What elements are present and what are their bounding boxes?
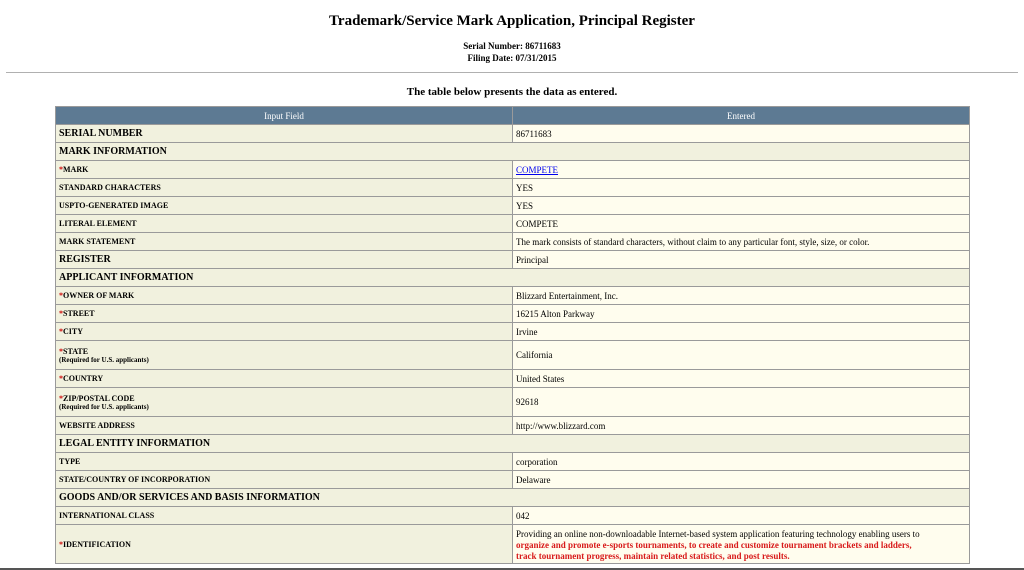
section-row [56, 143, 970, 161]
column-header-entered: Entered [513, 107, 970, 125]
identification-value [513, 525, 970, 564]
table-row [56, 341, 970, 370]
table-row [56, 251, 970, 269]
city-value: Irvine [513, 323, 970, 341]
city-label-text: CITY [63, 327, 84, 336]
table-row [56, 507, 970, 525]
country-label [56, 370, 513, 388]
section-row [56, 435, 970, 453]
owner-label-text: OWNER OF MARK [63, 291, 135, 300]
column-header-input-field: Input Field [56, 107, 513, 125]
mark-statement-label: MARK STATEMENT [56, 233, 513, 251]
street-value: 16215 Alton Parkway [513, 305, 970, 323]
international-class-value: 042 [513, 507, 970, 525]
uspto-image-label: USPTO-GENERATED IMAGE [56, 197, 513, 215]
page-title: Trademark/Service Mark Application, Principal Register [329, 13, 695, 29]
literal-element-value: COMPETE [513, 215, 970, 233]
type-value: corporation [513, 453, 970, 471]
city-label [56, 323, 513, 341]
zip-required-note: (Required for U.S. applicants) [59, 402, 149, 411]
literal-element-label: LITERAL ELEMENT [56, 215, 513, 233]
identification-plain-text: Providing an online non-downloadable Internet-based system application featuring technology enabling users to [516, 528, 920, 539]
identification-highlight-2: track tournament progress, maintain related statistics, and post results. [516, 550, 790, 561]
required-marker: * [59, 539, 63, 549]
header-divider [6, 72, 1018, 73]
serial-number-label: SERIAL NUMBER [56, 125, 513, 143]
section-row [56, 269, 970, 287]
table-row [56, 161, 970, 179]
country-value: United States [513, 370, 970, 388]
country-label-text: COUNTRY [63, 374, 104, 383]
filing-date-line: Filing Date: 07/31/2015 [467, 53, 557, 63]
required-marker: * [59, 309, 63, 318]
identification-label-text: IDENTIFICATION [63, 539, 131, 549]
state-label-text: STATE [63, 346, 89, 356]
website-value: http://www.blizzard.com [513, 417, 970, 435]
application-data-table [55, 106, 970, 564]
table-header-row [56, 107, 970, 125]
table-row [56, 370, 970, 388]
table-row [56, 125, 970, 143]
section-row [56, 489, 970, 507]
table-row [56, 305, 970, 323]
identification-highlight-1: organize and promote e-sports tournaments, to create and customize tournament brackets and ladders, [516, 539, 912, 550]
section-mark-information: MARK INFORMATION [56, 143, 970, 161]
website-label: WEBSITE ADDRESS [56, 417, 513, 435]
zip-value: 92618 [513, 388, 970, 417]
table-row [56, 323, 970, 341]
standard-characters-label: STANDARD CHARACTERS [56, 179, 513, 197]
register-label: REGISTER [56, 251, 513, 269]
zip-label [56, 388, 513, 417]
required-marker: * [59, 374, 63, 383]
state-value: California [513, 341, 970, 370]
owner-value: Blizzard Entertainment, Inc. [513, 287, 970, 305]
table-row [56, 388, 970, 417]
state-label [56, 341, 513, 370]
zip-label-text: ZIP/POSTAL CODE [63, 393, 135, 403]
serial-number-line: Serial Number: 86711683 [463, 41, 561, 51]
mark-link[interactable]: COMPETE [516, 164, 559, 175]
incorporation-label: STATE/COUNTRY OF INCORPORATION [56, 471, 513, 489]
required-marker: * [59, 393, 63, 403]
application-meta [0, 40, 1024, 64]
section-applicant-information: APPLICANT INFORMATION [56, 269, 970, 287]
table-row [56, 417, 970, 435]
table-intro: The table below presents the data as entered. [406, 86, 618, 98]
state-required-note: (Required for U.S. applicants) [59, 355, 149, 364]
mark-label-text: MARK [63, 165, 89, 174]
mark-value-cell [513, 161, 970, 179]
table-row [56, 179, 970, 197]
table-row [56, 233, 970, 251]
section-goods-services: GOODS AND/OR SERVICES AND BASIS INFORMATION [56, 489, 970, 507]
type-label: TYPE [56, 453, 513, 471]
register-value: Principal [513, 251, 970, 269]
table-row [56, 287, 970, 305]
mark-statement-value: The mark consists of standard characters, without claim to any particular font, style, size, or color. [513, 233, 970, 251]
table-row [56, 215, 970, 233]
table-row [56, 525, 970, 564]
standard-characters-value: YES [513, 179, 970, 197]
international-class-label: INTERNATIONAL CLASS [56, 507, 513, 525]
required-marker: * [59, 346, 63, 356]
mark-label [56, 161, 513, 179]
incorporation-value: Delaware [513, 471, 970, 489]
required-marker: * [59, 291, 63, 300]
street-label-text: STREET [63, 309, 95, 318]
required-marker: * [59, 165, 63, 174]
owner-label [56, 287, 513, 305]
table-row [56, 197, 970, 215]
table-row [56, 453, 970, 471]
identification-label [56, 525, 513, 564]
street-label [56, 305, 513, 323]
uspto-image-value: YES [513, 197, 970, 215]
table-row [56, 471, 970, 489]
required-marker: * [59, 327, 63, 336]
serial-number-value: 86711683 [513, 125, 970, 143]
section-legal-entity-information: LEGAL ENTITY INFORMATION [56, 435, 970, 453]
